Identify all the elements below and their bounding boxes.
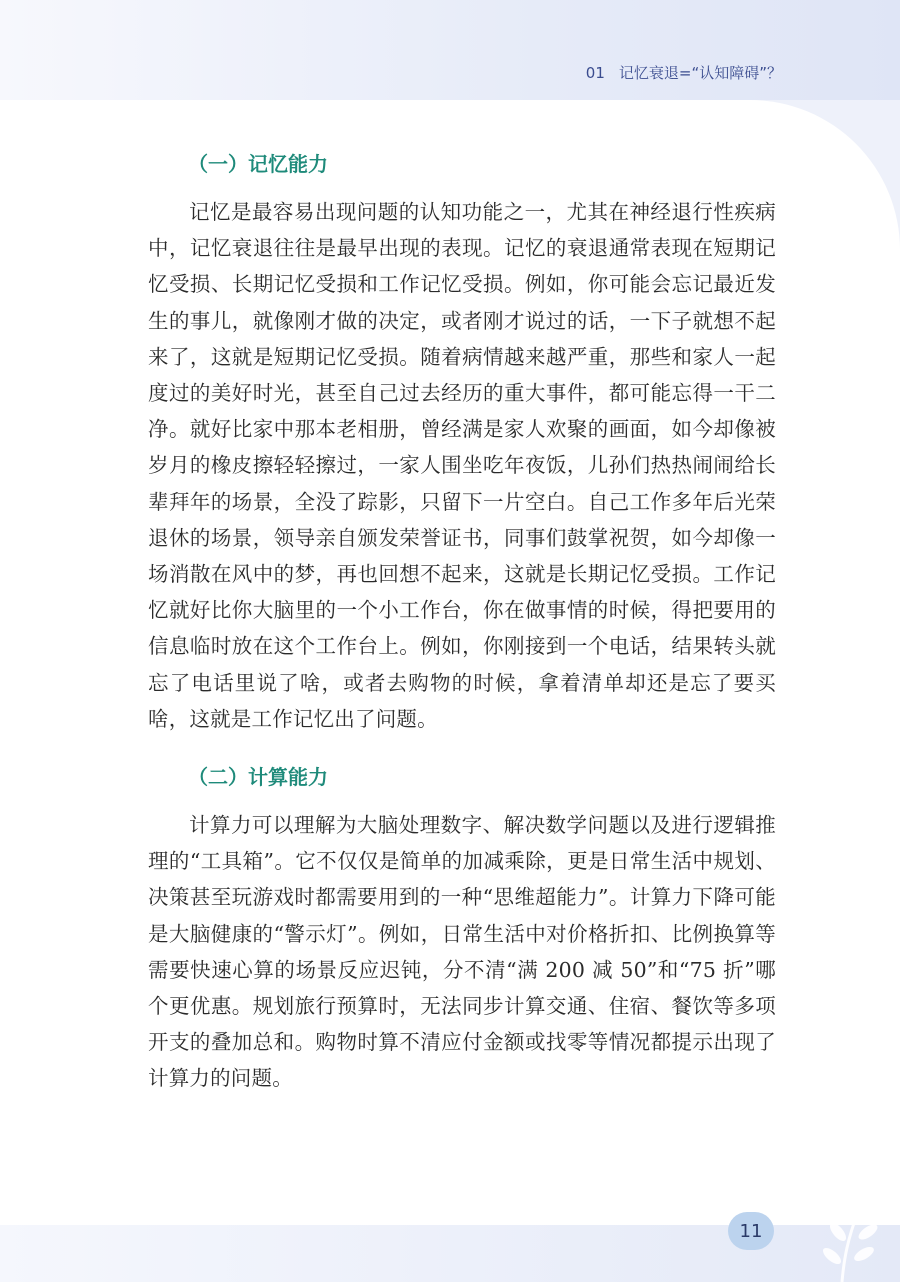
running-header xyxy=(586,62,782,83)
page-content xyxy=(148,146,776,1097)
chapter-number: 01 xyxy=(585,64,605,82)
page-number: 11 xyxy=(728,1212,774,1250)
paragraph-calculation: 计算力可以理解为大脑处理数字、解决数学问题以及进行逻辑推理的“工具箱”。它不仅仅是简单的加减乘除，更是日常生活中规划、决策甚至玩游戏时都需要用到的一种“思维超能力”。计算力下降可能是大脑健康的“警示灯”。例如，日常生活中对价格折扣、比例换算等需要快速心算的场景反应迟钝，分不清“满 200 减 50”和“75 折”哪个更优惠。规划旅行预算时，无法同步计算交通、住宿、餐饮等多项开支的叠加总和。购物时算不清应付金额或找零等情况都提示出现了计算力的问题。 xyxy=(148,813,776,1091)
header-band xyxy=(0,0,900,100)
paragraph-memory: 记忆是最容易出现问题的认知功能之一，尤其在神经退行性疾病中，记忆衰退往往是最早出现的表现。记忆的衰退通常表现在短期记忆受损、长期记忆受损和工作记忆受损。例如，你可能会忘记最近发生的事儿，就像刚才做的决定，或者刚才说过的话，一下子就想不起来了，这就是短期记忆受损。随着病情越来越严重，那些和家人一起度过的美好时光，甚至自己过去经历的重大事件，都可能忘得一干二净。就好比家中那本老相册，曾经满是家人欢聚的画面，如今却像被岁月的橡皮擦轻轻擦过，一家人围坐吃年夜饭，儿孙们热热闹闹给长辈拜年的场景，全没了踪影，只留下一片空白。自己工作多年后光荣退休的场景，领导亲自颁发荣誉证书，同事们鼓掌祝贺，如今却像一场消散在风中的梦，再也回想不起来，这就是长期记忆受损。工作记忆就好比你大脑里的一个小工作台，你在做事情的时候，得把要用的信息临时放在这个工作台上。例如，你刚接到一个电话，结果转头就忘了电话里说了啥，或者去购物的时候，拿着清单却还是忘了要买啥，这就是工作记忆出了问题。 xyxy=(148,200,776,731)
leaf-sprig-icon xyxy=(812,1198,882,1282)
section-title-calculation: （二）计算能力 xyxy=(188,765,328,790)
section-title-memory: （一）记忆能力 xyxy=(188,152,328,176)
chapter-title: 记忆衰退=“认知障碍”？ xyxy=(618,64,782,82)
